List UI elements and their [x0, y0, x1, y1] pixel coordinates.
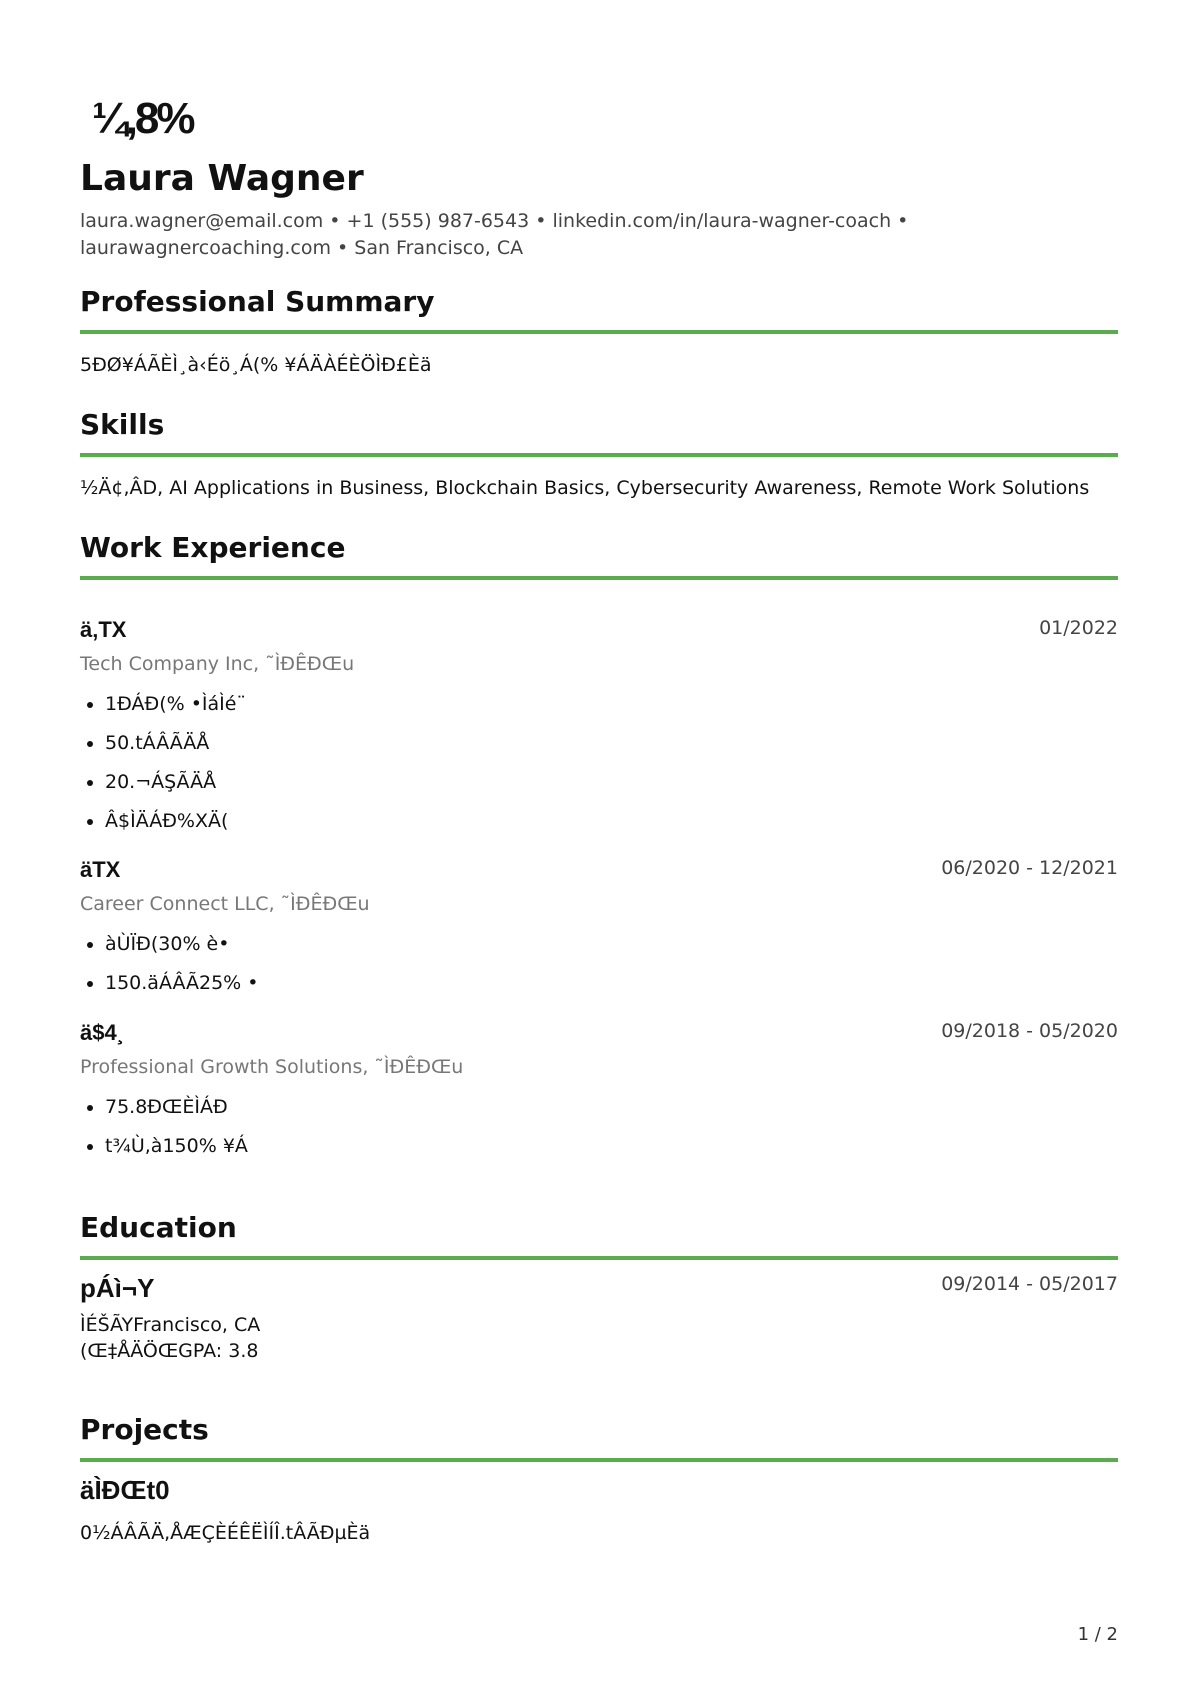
job-bullets	[80, 925, 1118, 1003]
job-entry	[80, 1020, 1118, 1166]
project-entry	[80, 1475, 1118, 1546]
job-entry	[80, 617, 1118, 841]
job-bullets	[80, 1088, 1118, 1166]
job-bullet: • àÙÏĐ(30% è•	[105, 925, 1118, 964]
summary-section	[80, 282, 1118, 378]
experience-heading: Work Experience	[80, 531, 346, 564]
education-section	[80, 1208, 1118, 1260]
page-number: 1 / 2	[1077, 1624, 1118, 1645]
job-bullet: • 75.8ĐŒÈÌÁĐ	[105, 1088, 1118, 1127]
job-entry	[80, 857, 1118, 1003]
job-bullet: • 50.tÁÂÃÄÅ	[105, 724, 1118, 763]
skills-section	[80, 405, 1118, 501]
skills-heading: Skills	[80, 408, 165, 441]
experience-section	[80, 528, 1118, 580]
job-title: ä$4¸	[80, 1020, 125, 1045]
education-heading: Education	[80, 1211, 237, 1244]
job-date: 01/2022	[1039, 617, 1118, 639]
job-title: ä‚TX	[80, 617, 127, 642]
summary-text: 5ĐØ¥ÁÃÈÌ¸à‹Éö¸Á(% ¥ÁÄÀÉÈÖÌÐ£Èä	[80, 354, 432, 376]
section-divider	[80, 1458, 1118, 1462]
candidate-name: Laura Wagner	[80, 158, 364, 199]
section-divider	[80, 1256, 1118, 1260]
job-company: Tech Company Inc, ˜ÌĐÊÐŒu	[80, 653, 355, 675]
education-date: 09/2014 - 05/2017	[941, 1273, 1118, 1295]
education-degree: (Œ‡ÅÄÖŒGPA: 3.8	[80, 1340, 259, 1362]
logo: ¼‚8%	[92, 94, 193, 143]
job-date: 09/2018 - 05/2020	[941, 1020, 1118, 1042]
job-bullet: • 150.äÁÂÃ25% •	[105, 964, 1118, 1003]
education-entry	[80, 1273, 1118, 1364]
section-divider	[80, 330, 1118, 334]
project-title: äÌĐŒt0	[80, 1475, 170, 1505]
projects-heading: Projects	[80, 1413, 209, 1446]
section-divider	[80, 576, 1118, 580]
summary-heading: Professional Summary	[80, 285, 435, 318]
section-divider	[80, 453, 1118, 457]
skills-text: ½Ä¢,ÂD, AI Applications in Business, Blockchain Basics, Cybersecurity Awareness, Remote Work Solutions	[80, 477, 1090, 499]
project-description: 0½ÁÂÃÄ,ÅÆÇÈÉÊËÌÍÎ.tÂÃÐµÈä	[80, 1522, 371, 1544]
job-title: äTX	[80, 857, 121, 882]
school-name: pÁì¬Y	[80, 1273, 155, 1303]
job-bullet: • 1ĐÁĐ(% •ÌáÌé¨	[105, 685, 1118, 724]
job-company: Professional Growth Solutions, ˜ÌĐÊÐŒu	[80, 1056, 464, 1078]
job-bullet: • 20.¬ÁŞÃÄÅ	[105, 763, 1118, 802]
job-bullets	[80, 685, 1118, 841]
education-location: ÌÉŠÃYFrancisco, CA	[80, 1314, 261, 1336]
job-bullet: • Â$ÌÄÁĐ%XÄ(	[105, 802, 1118, 841]
job-bullet: • t¾Ù,à150% ¥Á	[105, 1127, 1118, 1166]
job-date: 06/2020 - 12/2021	[941, 857, 1118, 879]
contact-line: laura.wagner@email.com • +1 (555) 987-6543 • linkedin.com/in/laura-wagner-coach • laurawagnercoaching.com • San Francisco, CA	[80, 210, 909, 259]
projects-section	[80, 1410, 1118, 1462]
job-company: Career Connect LLC, ˜ÌĐÊÐŒu	[80, 893, 370, 915]
